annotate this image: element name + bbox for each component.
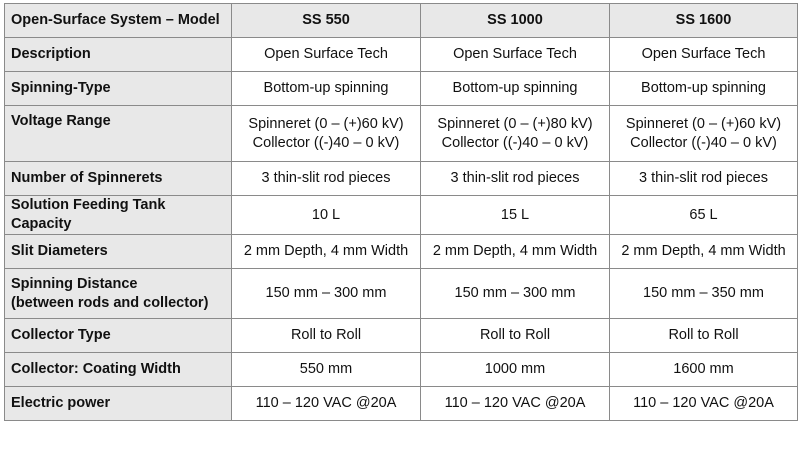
cell-value: 10 L xyxy=(232,196,421,235)
cell-value: 150 mm – 300 mm xyxy=(232,269,421,319)
spec-table-container xyxy=(4,3,797,421)
spec-table xyxy=(4,3,798,421)
table-row xyxy=(5,235,798,269)
model-header-ss1600: SS 1600 xyxy=(610,4,798,38)
cell-value: 110 – 120 VAC @20A xyxy=(421,387,610,421)
cell-value: Bottom-up spinning xyxy=(421,72,610,106)
cell-value: 1600 mm xyxy=(610,353,798,387)
cell-value: Open Surface Tech xyxy=(610,38,798,72)
model-column-header: Open-Surface System – Model xyxy=(5,4,232,38)
cell-value: Open Surface Tech xyxy=(232,38,421,72)
row-label-number-of-spinnerets: Number of Spinnerets xyxy=(5,162,232,196)
cell-value: 150 mm – 350 mm xyxy=(610,269,798,319)
cell-value: 150 mm – 300 mm xyxy=(421,269,610,319)
cell-value: Open Surface Tech xyxy=(421,38,610,72)
row-label-tank-capacity: Solution Feeding Tank Capacity xyxy=(5,196,232,235)
table-row xyxy=(5,38,798,72)
cell-value: 2 mm Depth, 4 mm Width xyxy=(610,235,798,269)
cell-value: Bottom-up spinning xyxy=(232,72,421,106)
table-row xyxy=(5,387,798,421)
cell-value: 550 mm xyxy=(232,353,421,387)
row-label-voltage-range: Voltage Range xyxy=(5,106,232,162)
model-header-ss550: SS 550 xyxy=(232,4,421,38)
cell-value: 110 – 120 VAC @20A xyxy=(232,387,421,421)
cell-value: Roll to Roll xyxy=(232,319,421,353)
cell-value: 1000 mm xyxy=(421,353,610,387)
cell-value: 3 thin-slit rod pieces xyxy=(232,162,421,196)
header-row xyxy=(5,4,798,38)
row-label-description: Description xyxy=(5,38,232,72)
table-row xyxy=(5,353,798,387)
row-label-slit-diameters: Slit Diameters xyxy=(5,235,232,269)
cell-value: 65 L xyxy=(610,196,798,235)
cell-value: Spinneret (0 – (+)60 kV) Collector ((-)40 – 0 kV) xyxy=(610,106,798,162)
cell-value: Roll to Roll xyxy=(421,319,610,353)
cell-value: 3 thin-slit rod pieces xyxy=(610,162,798,196)
table-row xyxy=(5,269,798,319)
cell-value: Bottom-up spinning xyxy=(610,72,798,106)
row-label-electric-power: Electric power xyxy=(5,387,232,421)
cell-value: 110 – 120 VAC @20A xyxy=(610,387,798,421)
row-label-collector-type: Collector Type xyxy=(5,319,232,353)
table-row xyxy=(5,196,798,235)
table-row xyxy=(5,319,798,353)
row-label-spinning-distance: Spinning Distance (between rods and collector) xyxy=(5,269,232,319)
row-label-coating-width: Collector: Coating Width xyxy=(5,353,232,387)
cell-value: Spinneret (0 – (+)60 kV) Collector ((-)40 – 0 kV) xyxy=(232,106,421,162)
row-label-spinning-type: Spinning-Type xyxy=(5,72,232,106)
cell-value: 3 thin-slit rod pieces xyxy=(421,162,610,196)
table-row xyxy=(5,72,798,106)
cell-value: 2 mm Depth, 4 mm Width xyxy=(421,235,610,269)
cell-value: Roll to Roll xyxy=(610,319,798,353)
cell-value: 15 L xyxy=(421,196,610,235)
cell-value: 2 mm Depth, 4 mm Width xyxy=(232,235,421,269)
cell-value: Spinneret (0 – (+)80 kV) Collector ((-)40 – 0 kV) xyxy=(421,106,610,162)
table-row xyxy=(5,162,798,196)
table-row xyxy=(5,106,798,162)
model-header-ss1000: SS 1000 xyxy=(421,4,610,38)
